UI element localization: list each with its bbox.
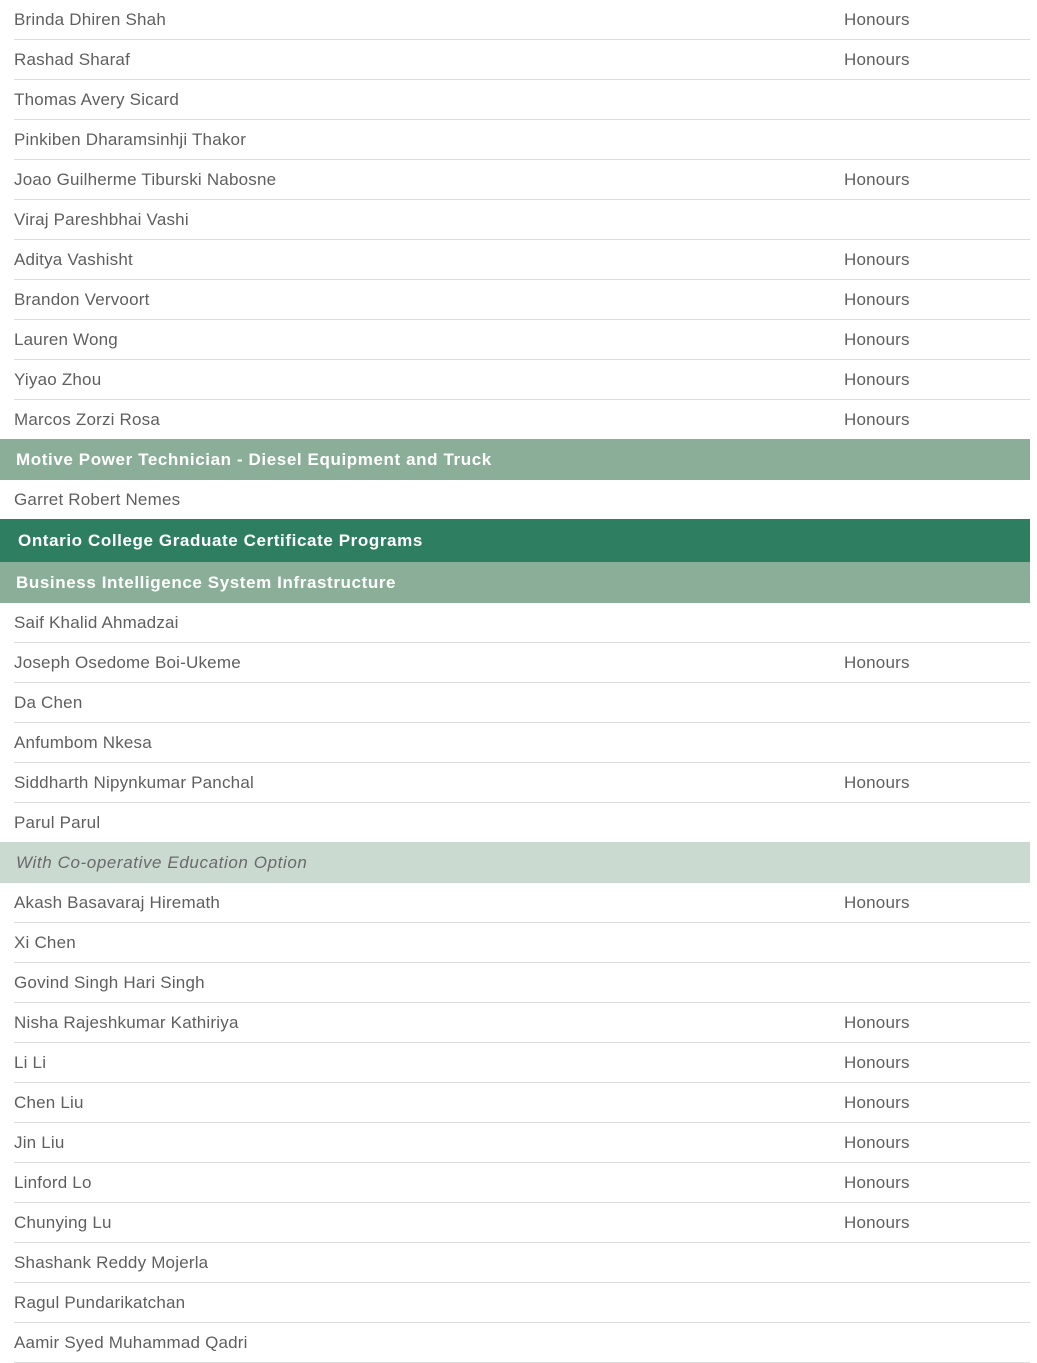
section-title: Motive Power Technician - Diesel Equipment and Truck <box>16 449 492 469</box>
section-title: Business Intelligence System Infrastructure <box>16 572 397 592</box>
honours-label: Honours <box>844 892 910 912</box>
graduate-name: Nisha Rajeshkumar Kathiriya <box>14 1012 239 1032</box>
graduate-row <box>14 200 1030 240</box>
honours-label: Honours <box>844 329 910 349</box>
honours-label: Honours <box>844 1212 910 1232</box>
graduate-row <box>14 923 1030 963</box>
graduate-row <box>14 40 1030 80</box>
graduate-name: Chen Liu <box>14 1092 84 1112</box>
graduate-name: Da Chen <box>14 692 83 712</box>
graduate-name: Joseph Osedome Boi-Ukeme <box>14 652 241 672</box>
graduate-row <box>14 120 1030 160</box>
graduate-row <box>14 883 1030 923</box>
graduate-name: Aditya Vashisht <box>14 249 133 269</box>
graduate-row <box>14 603 1030 643</box>
graduate-row <box>14 160 1030 200</box>
honours-label: Honours <box>844 289 910 309</box>
graduate-row <box>14 0 1030 40</box>
graduate-row <box>14 1203 1030 1243</box>
graduate-name: Shashank Reddy Mojerla <box>14 1252 209 1272</box>
graduate-name: Chunying Lu <box>14 1212 112 1232</box>
graduate-row <box>14 360 1030 400</box>
graduate-name: Pinkiben Dharamsinhji Thakor <box>14 129 247 149</box>
graduate-row <box>14 480 1030 519</box>
honours-label: Honours <box>844 1132 910 1152</box>
graduate-name: Akash Basavaraj Hiremath <box>14 892 221 912</box>
graduate-name: Linford Lo <box>14 1172 92 1192</box>
graduate-row <box>14 1163 1030 1203</box>
graduate-row <box>14 1123 1030 1163</box>
graduate-name: Brandon Vervoort <box>14 289 150 309</box>
graduate-name: Jin Liu <box>14 1132 65 1152</box>
graduate-name: Ragul Pundarikatchan <box>14 1292 186 1312</box>
section-title: Ontario College Graduate Certificate Programs <box>18 530 423 550</box>
honours-label: Honours <box>844 652 910 672</box>
graduate-row <box>14 1283 1030 1323</box>
graduate-row <box>14 400 1030 439</box>
honours-label: Honours <box>844 1012 910 1032</box>
program-header <box>0 439 1030 480</box>
honours-label: Honours <box>844 1172 910 1192</box>
graduate-name: Viraj Pareshbhai Vashi <box>14 209 189 229</box>
category-header <box>0 519 1030 562</box>
graduate-name: Govind Singh Hari Singh <box>14 972 205 992</box>
honours-label: Honours <box>844 772 910 792</box>
honours-label: Honours <box>844 249 910 269</box>
graduate-row <box>14 240 1030 280</box>
option-header <box>0 842 1030 883</box>
graduate-name: Marcos Zorzi Rosa <box>14 409 161 429</box>
graduate-name: Saif Khalid Ahmadzai <box>14 612 179 632</box>
graduate-row <box>14 803 1030 842</box>
graduate-row <box>14 80 1030 120</box>
graduate-row <box>14 643 1030 683</box>
graduate-row <box>14 1003 1030 1043</box>
graduate-row <box>14 1043 1030 1083</box>
graduate-row <box>14 1323 1030 1363</box>
program-header <box>0 562 1030 603</box>
graduate-name: Rashad Sharaf <box>14 49 131 69</box>
graduate-name: Garret Robert Nemes <box>14 489 181 509</box>
honours-label: Honours <box>844 409 910 429</box>
graduate-name: Siddharth Nipynkumar Panchal <box>14 772 254 792</box>
graduate-row <box>14 1083 1030 1123</box>
graduate-name: Parul Parul <box>14 812 101 832</box>
graduate-row <box>14 963 1030 1003</box>
graduate-name: Thomas Avery Sicard <box>14 89 180 109</box>
graduate-row <box>14 763 1030 803</box>
graduate-name: Lauren Wong <box>14 329 118 349</box>
graduate-name: Yiyao Zhou <box>14 369 102 389</box>
graduate-row <box>14 723 1030 763</box>
honours-label: Honours <box>844 369 910 389</box>
honours-label: Honours <box>844 1052 910 1072</box>
honours-label: Honours <box>844 9 910 29</box>
graduate-name: Li Li <box>14 1052 47 1072</box>
honours-label: Honours <box>844 169 910 189</box>
graduate-name: Xi Chen <box>14 932 76 952</box>
section-title: With Co-operative Education Option <box>16 852 308 872</box>
graduate-row <box>14 1243 1030 1283</box>
graduate-row <box>14 683 1030 723</box>
graduate-name: Anfumbom Nkesa <box>14 732 152 752</box>
honours-label: Honours <box>844 49 910 69</box>
graduate-name: Joao Guilherme Tiburski Nabosne <box>14 169 277 189</box>
graduate-row <box>14 320 1030 360</box>
graduate-name: Brinda Dhiren Shah <box>14 9 166 29</box>
graduate-name: Aamir Syed Muhammad Qadri <box>14 1332 248 1352</box>
honours-label: Honours <box>844 1092 910 1112</box>
graduate-row <box>14 280 1030 320</box>
